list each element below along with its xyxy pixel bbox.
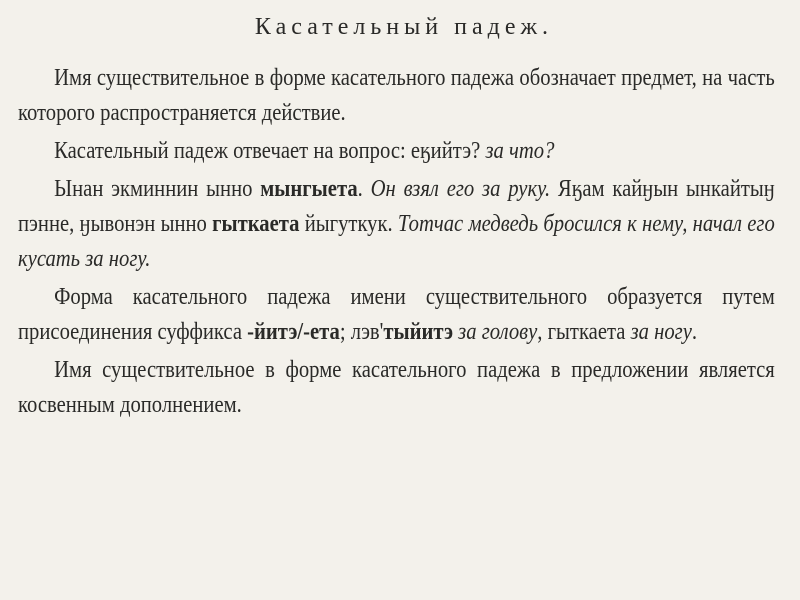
text-run: . bbox=[357, 176, 371, 202]
paragraph bbox=[18, 353, 775, 423]
page-title: Касательный падеж. bbox=[254, 14, 554, 40]
italic-text: за ногу bbox=[630, 319, 692, 345]
text-run: Форма касательного падежа имени существительного образуется путем присоединения суффикса bbox=[18, 284, 775, 345]
italic-text: Тотчас медведь бросился к нему, начал его кусать за ногу. bbox=[18, 211, 775, 272]
paragraph bbox=[18, 134, 775, 169]
text-run: Касательный падеж отвечает на вопрос: еӄийтэ? bbox=[54, 138, 486, 164]
paragraph bbox=[18, 61, 775, 131]
paragraph bbox=[18, 172, 775, 277]
bold-text: -йитэ/-ета bbox=[247, 319, 340, 345]
text-run: , гыткаета bbox=[537, 319, 631, 345]
text-run: Имя существительное в форме касательного падежа в предложении является косвенным дополнением. bbox=[18, 357, 775, 418]
text-run: ; лэв' bbox=[339, 319, 384, 345]
paragraph bbox=[18, 280, 775, 350]
bold-text: гыткаета bbox=[212, 211, 300, 237]
text-run: Имя существительное в форме касательного падежа обозначает предмет, на часть которого распространяется действие. bbox=[18, 65, 775, 126]
bold-text: мынгыета bbox=[260, 176, 358, 202]
text-run: . bbox=[691, 319, 698, 345]
italic-text: за что? bbox=[485, 138, 555, 164]
text-run: Ынан экминнин ынно bbox=[54, 176, 261, 202]
italic-text: за голову bbox=[458, 319, 538, 345]
bold-text: тыйитэ bbox=[383, 319, 454, 345]
italic-text: Он взял его за руку. bbox=[370, 176, 551, 202]
text-run: Яӄам кайӈын ынкайтыӈ пэнне, ӈывонэн ынно bbox=[18, 176, 775, 237]
text-run: йыгуткук. bbox=[299, 211, 398, 237]
